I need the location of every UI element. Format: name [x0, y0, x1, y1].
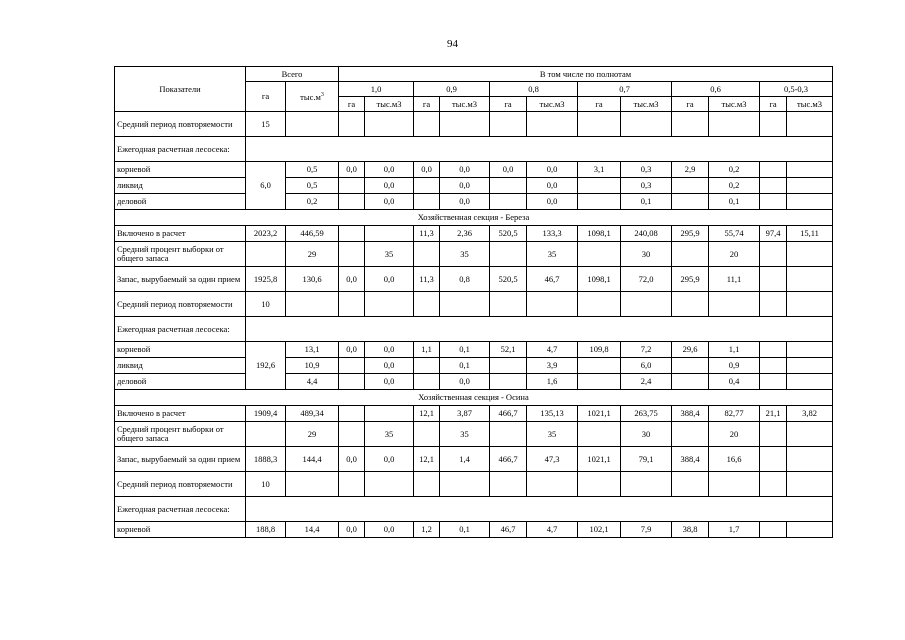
table-cell: 0,0 [365, 267, 414, 292]
table-cell [787, 522, 833, 538]
table-row [115, 422, 833, 447]
table-cell [578, 374, 621, 390]
table-cell [787, 267, 833, 292]
table-cell: 52,1 [490, 342, 527, 358]
table-cell: 6,0 [621, 358, 672, 374]
table-row [115, 497, 833, 522]
table-cell: 295,9 [672, 267, 709, 292]
table-cell [787, 162, 833, 178]
table-cell [672, 178, 709, 194]
table-cell: 388,4 [672, 447, 709, 472]
table-cell [339, 226, 365, 242]
row-label: корневой [115, 342, 246, 358]
table-row [115, 226, 833, 242]
table-cell: 1,1 [709, 342, 760, 358]
table-cell [490, 178, 527, 194]
table-cell: 1,4 [440, 447, 490, 472]
row-label: Средний процент выборки от общего запаса [115, 422, 246, 447]
table-cell [760, 522, 787, 538]
density-header: 1,0 [339, 82, 414, 97]
table-cell: 1,6 [527, 374, 578, 390]
table-cell [787, 447, 833, 472]
header-total-ha: га [246, 82, 286, 112]
table-cell: 446,59 [286, 226, 339, 242]
table-cell: 29 [286, 422, 339, 447]
table-cell: 0,0 [365, 358, 414, 374]
table-cell: 10,9 [286, 358, 339, 374]
table-cell: 3,9 [527, 358, 578, 374]
table-cell: 1021,1 [578, 447, 621, 472]
table-cell [760, 178, 787, 194]
table-cell: 16,6 [709, 447, 760, 472]
table-cell: 13,1 [286, 342, 339, 358]
table-cell [414, 292, 440, 317]
table-cell: 0,0 [339, 342, 365, 358]
table-cell: 0,1 [440, 522, 490, 538]
total-ha: 192,6 [246, 342, 286, 390]
table-cell: 29,6 [672, 342, 709, 358]
table-cell: 0,3 [621, 162, 672, 178]
table-cell [339, 406, 365, 422]
table-cell: 520,5 [490, 267, 527, 292]
table-row [115, 194, 833, 210]
table-cell [414, 112, 440, 137]
table-cell: 489,34 [286, 406, 339, 422]
table-cell: 1098,1 [578, 226, 621, 242]
table-cell [672, 472, 709, 497]
header-total-m3: $тыс.м^3$ [286, 82, 339, 112]
table-cell: 10 [246, 472, 286, 497]
table-cell [760, 447, 787, 472]
density-header: 0,7 [578, 82, 672, 97]
table-cell: 35 [365, 242, 414, 267]
unit-ha: га [490, 97, 527, 112]
table-cell: 466,7 [490, 406, 527, 422]
table-cell: 35 [527, 242, 578, 267]
section-title: Хозяйственная секция - Осина [115, 390, 833, 406]
density-header: 0,6 [672, 82, 760, 97]
row-label: ликвид [115, 358, 246, 374]
table-row [115, 317, 833, 342]
table-cell [760, 267, 787, 292]
table-cell: 130,6 [286, 267, 339, 292]
table-cell [621, 112, 672, 137]
table-cell [672, 112, 709, 137]
table-cell: 79,1 [621, 447, 672, 472]
table-cell [709, 112, 760, 137]
table-cell: 135,13 [527, 406, 578, 422]
table-cell [527, 112, 578, 137]
row-label: корневой [115, 522, 246, 538]
table-cell [246, 317, 833, 342]
table-cell: 144,4 [286, 447, 339, 472]
table-cell: 0,0 [365, 447, 414, 472]
table-cell [286, 472, 339, 497]
table-cell: 0,2 [709, 162, 760, 178]
table-cell [339, 194, 365, 210]
table-cell: 466,7 [490, 447, 527, 472]
table-cell [709, 292, 760, 317]
row-label: Запас, вырубаемый за один прием [115, 267, 246, 292]
table-cell [621, 472, 672, 497]
table-cell [490, 292, 527, 317]
table-cell: 1098,1 [578, 267, 621, 292]
table-cell: 15,11 [787, 226, 833, 242]
table-cell [414, 194, 440, 210]
table-cell: 0,0 [527, 178, 578, 194]
row-label: Средний период повторяемости [115, 112, 246, 137]
table-cell [365, 406, 414, 422]
table-row [115, 267, 833, 292]
density-header: 0,5-0,3 [760, 82, 833, 97]
table-cell [414, 358, 440, 374]
row-label: Запас, вырубаемый за один прием [115, 447, 246, 472]
header-total: Всего [246, 67, 339, 82]
header-including: В том числе по полнотам [339, 67, 833, 82]
table-cell [365, 112, 414, 137]
table-cell: 0,9 [709, 358, 760, 374]
unit-ha: га [414, 97, 440, 112]
table-cell [787, 178, 833, 194]
table-cell [414, 178, 440, 194]
table-cell: 0,0 [339, 447, 365, 472]
table-cell: 1,1 [414, 342, 440, 358]
table-cell: 0,8 [440, 267, 490, 292]
table-cell: 3,82 [787, 406, 833, 422]
row-label: ликвид [115, 178, 246, 194]
table-cell: 188,8 [246, 522, 286, 538]
unit-m3: тыс.м3 [709, 97, 760, 112]
row-label: Средний период повторяемости [115, 472, 246, 497]
table-cell: 82,77 [709, 406, 760, 422]
forest-table [114, 66, 833, 538]
table-row [115, 390, 833, 406]
table-cell [490, 242, 527, 267]
table-cell [246, 137, 833, 162]
table-row [115, 210, 833, 226]
table-cell: 11,3 [414, 267, 440, 292]
table-cell: 0,5 [286, 162, 339, 178]
table-cell [578, 242, 621, 267]
table-cell: 29 [286, 242, 339, 267]
table-cell: 46,7 [527, 267, 578, 292]
table-cell [578, 292, 621, 317]
table-cell: 0,1 [440, 358, 490, 374]
table-cell [760, 358, 787, 374]
table-cell: 35 [440, 242, 490, 267]
table-cell [709, 472, 760, 497]
table-row [115, 472, 833, 497]
table-cell: 20 [709, 242, 760, 267]
table-cell [578, 422, 621, 447]
table-cell [621, 292, 672, 317]
table-cell: 240,08 [621, 226, 672, 242]
row-label: Средний период повторяемости [115, 292, 246, 317]
table-cell: 12,1 [414, 447, 440, 472]
table-cell [787, 194, 833, 210]
row-label: деловой [115, 374, 246, 390]
table-row [115, 447, 833, 472]
table-cell [578, 358, 621, 374]
table-cell: 11,1 [709, 267, 760, 292]
table-cell: 55,74 [709, 226, 760, 242]
table-cell [414, 374, 440, 390]
unit-m3: тыс.м3 [527, 97, 578, 112]
table-row [115, 374, 833, 390]
table-cell [339, 242, 365, 267]
table-cell [440, 112, 490, 137]
table-cell [760, 162, 787, 178]
table-cell [490, 422, 527, 447]
table-cell [339, 178, 365, 194]
table-cell [578, 112, 621, 137]
unit-m3: тыс.м3 [787, 97, 833, 112]
table-row [115, 178, 833, 194]
table-cell: 0,0 [365, 522, 414, 538]
unit-ha: га [672, 97, 709, 112]
table-cell: 0,0 [440, 178, 490, 194]
table-cell: 35 [527, 422, 578, 447]
table-cell [414, 472, 440, 497]
unit-ha: га [578, 97, 621, 112]
table-cell: 0,0 [339, 267, 365, 292]
table-cell: 0,0 [339, 162, 365, 178]
table-row [115, 162, 833, 178]
table-cell: 1909,4 [246, 406, 286, 422]
table-cell: 20 [709, 422, 760, 447]
table-cell: 0,1 [709, 194, 760, 210]
table-cell: 1021,1 [578, 406, 621, 422]
table-cell [339, 422, 365, 447]
table-cell: 11,3 [414, 226, 440, 242]
table-row [115, 522, 833, 538]
table-cell [787, 472, 833, 497]
table-cell [672, 242, 709, 267]
table-cell: 4,4 [286, 374, 339, 390]
table-cell [760, 422, 787, 447]
table-cell [490, 472, 527, 497]
table-cell: 30 [621, 242, 672, 267]
table-cell: 0,0 [490, 162, 527, 178]
unit-ha: га [760, 97, 787, 112]
table-cell: 0,1 [440, 342, 490, 358]
row-label: Ежегодная расчетная лесосека: [115, 317, 246, 342]
table-cell [787, 112, 833, 137]
table-cell [339, 472, 365, 497]
table-cell [760, 342, 787, 358]
table-cell: 295,9 [672, 226, 709, 242]
table-cell [339, 112, 365, 137]
table-cell [787, 342, 833, 358]
table-cell: 35 [365, 422, 414, 447]
unit-m3: тыс.м3 [440, 97, 490, 112]
table-cell: 1,2 [414, 522, 440, 538]
table-cell: 72,0 [621, 267, 672, 292]
table-cell: 520,5 [490, 226, 527, 242]
table-cell [672, 374, 709, 390]
table-cell [339, 358, 365, 374]
table-cell [760, 374, 787, 390]
unit-m3: тыс.м3 [365, 97, 414, 112]
table-cell: 0,0 [365, 194, 414, 210]
table-cell [672, 422, 709, 447]
table-cell: 15 [246, 112, 286, 137]
table-cell: 21,1 [760, 406, 787, 422]
table-cell: 0,1 [621, 194, 672, 210]
table-cell: 0,0 [365, 162, 414, 178]
table-cell [672, 358, 709, 374]
table-cell [672, 292, 709, 317]
table-cell [578, 178, 621, 194]
table-cell [787, 422, 833, 447]
table-row [115, 112, 833, 137]
table-cell: 0,0 [440, 162, 490, 178]
table-cell [760, 194, 787, 210]
table-cell: 46,7 [490, 522, 527, 538]
table-cell: 0,0 [414, 162, 440, 178]
table-cell [414, 422, 440, 447]
table-cell: 30 [621, 422, 672, 447]
table-cell: 3,1 [578, 162, 621, 178]
table-cell [490, 374, 527, 390]
table-cell [527, 292, 578, 317]
table-cell: 0,3 [621, 178, 672, 194]
table-cell: 35 [440, 422, 490, 447]
table-cell: 388,4 [672, 406, 709, 422]
table-cell: 10 [246, 292, 286, 317]
table-cell: 47,3 [527, 447, 578, 472]
table-cell [787, 242, 833, 267]
table-cell [760, 472, 787, 497]
table-cell: 0,0 [365, 374, 414, 390]
table-cell: 14,4 [286, 522, 339, 538]
table-cell: 0,2 [286, 194, 339, 210]
table-cell [286, 292, 339, 317]
row-label: Включено в расчет [115, 226, 246, 242]
table-cell [787, 374, 833, 390]
table-cell: 2,36 [440, 226, 490, 242]
table-cell [527, 472, 578, 497]
table-cell: 0,0 [339, 522, 365, 538]
table-cell: 2,9 [672, 162, 709, 178]
table-row [115, 406, 833, 422]
table-cell: 0,0 [365, 178, 414, 194]
density-header: 0,8 [490, 82, 578, 97]
table-cell [672, 194, 709, 210]
table-cell: 97,4 [760, 226, 787, 242]
table-cell [440, 472, 490, 497]
table-cell [760, 112, 787, 137]
unit-ha: га [339, 97, 365, 112]
table-row [115, 137, 833, 162]
table-cell [339, 374, 365, 390]
table-cell [490, 358, 527, 374]
table-cell: 2023,2 [246, 226, 286, 242]
table-cell: 0,0 [365, 342, 414, 358]
table-cell: 4,7 [527, 342, 578, 358]
table-cell: 0,2 [709, 178, 760, 194]
table-cell: 38,8 [672, 522, 709, 538]
table-row [115, 342, 833, 358]
table-cell [440, 292, 490, 317]
table-cell [787, 358, 833, 374]
row-label: Ежегодная расчетная лесосека: [115, 137, 246, 162]
table-cell: 1925,8 [246, 267, 286, 292]
table-cell [339, 292, 365, 317]
row-label: деловой [115, 194, 246, 210]
table-cell: 102,1 [578, 522, 621, 538]
unit-m3: тыс.м3 [621, 97, 672, 112]
table-cell: 109,8 [578, 342, 621, 358]
table-cell: 0,0 [527, 194, 578, 210]
page-number: 94 [447, 38, 458, 50]
table-cell [365, 292, 414, 317]
table-row [115, 292, 833, 317]
table-cell: 7,9 [621, 522, 672, 538]
table-cell [414, 242, 440, 267]
table-cell [760, 242, 787, 267]
table-cell: 133,3 [527, 226, 578, 242]
table-cell: 7,2 [621, 342, 672, 358]
table-cell: 4,7 [527, 522, 578, 538]
table-cell [365, 226, 414, 242]
table-cell: 0,0 [527, 162, 578, 178]
table-cell: 0,5 [286, 178, 339, 194]
table-cell [246, 422, 286, 447]
table-cell: 3,87 [440, 406, 490, 422]
density-header: 0,9 [414, 82, 490, 97]
table-cell [578, 472, 621, 497]
table-cell [490, 112, 527, 137]
table-cell: 0,0 [440, 374, 490, 390]
table-cell: 0,0 [440, 194, 490, 210]
total-ha: 6,0 [246, 162, 286, 210]
table-cell [760, 292, 787, 317]
table-cell [246, 497, 833, 522]
table-cell: 2,4 [621, 374, 672, 390]
table-cell [787, 292, 833, 317]
table-row [115, 358, 833, 374]
table-cell [490, 194, 527, 210]
row-label: Включено в расчет [115, 406, 246, 422]
row-label: Ежегодная расчетная лесосека: [115, 497, 246, 522]
table-cell: 12,1 [414, 406, 440, 422]
section-title: Хозяйственная секция - Береза [115, 210, 833, 226]
table-cell: 0,4 [709, 374, 760, 390]
table-cell [286, 112, 339, 137]
table-cell [246, 242, 286, 267]
table-cell: 1,7 [709, 522, 760, 538]
header-indicators: Показатели [115, 67, 246, 112]
table-cell: 263,75 [621, 406, 672, 422]
table-cell [578, 194, 621, 210]
row-label: корневой [115, 162, 246, 178]
table-cell: 1888,3 [246, 447, 286, 472]
table-row [115, 242, 833, 267]
row-label: Средний процент выборки от общего запаса [115, 242, 246, 267]
table-cell [365, 472, 414, 497]
